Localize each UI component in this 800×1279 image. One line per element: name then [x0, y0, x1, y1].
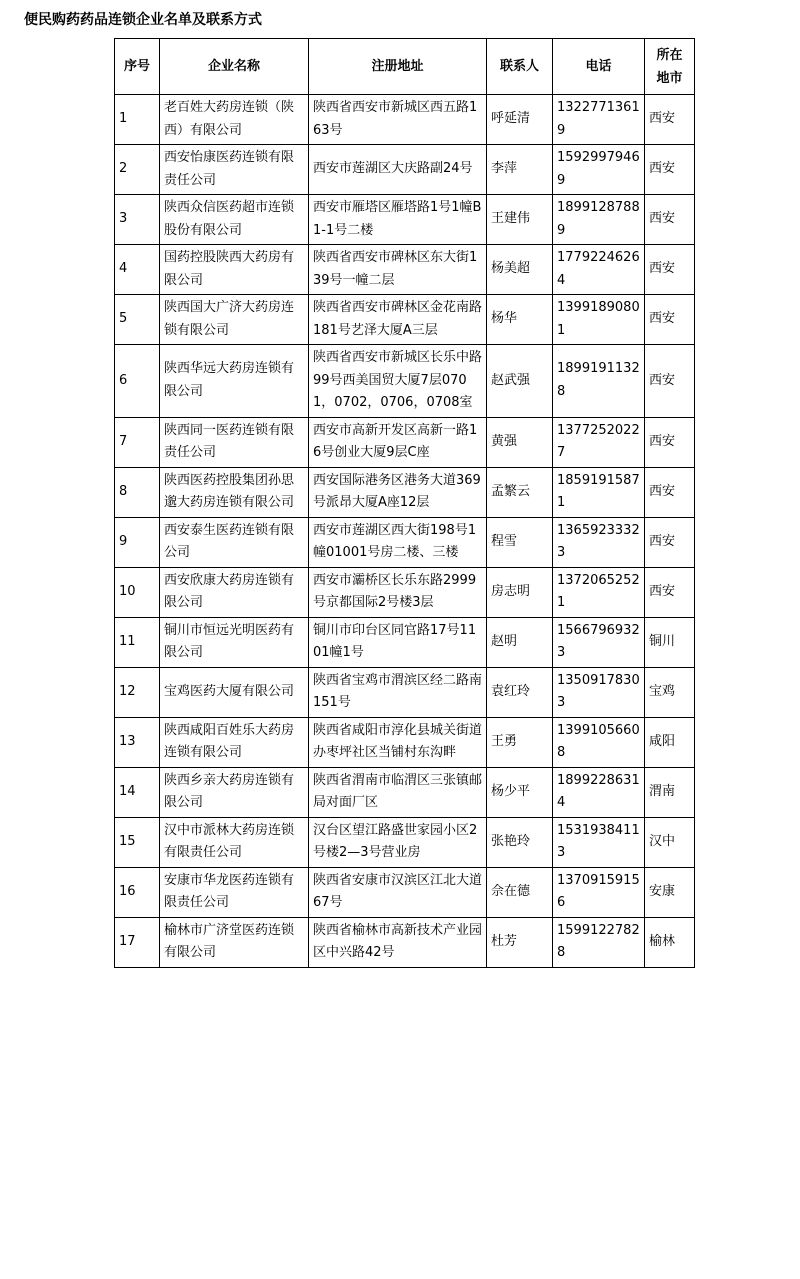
cell-phone: 13991056608 [553, 717, 645, 767]
table-row [115, 417, 695, 467]
cell-contact: 呼延清 [487, 95, 553, 145]
cell-city: 安康 [645, 867, 695, 917]
table-row [115, 667, 695, 717]
cell-seq: 1 [115, 95, 160, 145]
cell-address: 陕西省宝鸡市渭滨区经二路南151号 [309, 667, 487, 717]
cell-phone: 13509178303 [553, 667, 645, 717]
header-city-line2: 地市 [656, 70, 683, 86]
cell-name: 陕西华远大药房连锁有限公司 [160, 345, 309, 418]
cell-city: 榆林 [645, 917, 695, 967]
cell-name: 西安怡康医药连锁有限责任公司 [160, 145, 309, 195]
cell-city: 汉中 [645, 817, 695, 867]
header-city-line1: 所在 [656, 47, 683, 63]
cell-phone: 13772520227 [553, 417, 645, 467]
cell-address: 西安市莲湖区西大街198号1幢01001号房二楼、三楼 [309, 517, 487, 567]
cell-phone: 15319384113 [553, 817, 645, 867]
table-row [115, 517, 695, 567]
table-row [115, 817, 695, 867]
cell-city: 西安 [645, 467, 695, 517]
table-row [115, 95, 695, 145]
cell-seq: 12 [115, 667, 160, 717]
cell-seq: 15 [115, 817, 160, 867]
cell-city: 咸阳 [645, 717, 695, 767]
cell-address: 西安市莲湖区大庆路副24号 [309, 145, 487, 195]
table-row [115, 617, 695, 667]
cell-address: 陕西省咸阳市淳化县城关街道办枣坪社区当铺村东沟畔 [309, 717, 487, 767]
page-title: 便民购药药品连锁企业名单及联系方式 [24, 12, 262, 28]
cell-address: 陕西省西安市碑林区金花南路181号艺泽大厦A三层 [309, 295, 487, 345]
cell-phone: 17792246264 [553, 245, 645, 295]
cell-seq: 8 [115, 467, 160, 517]
cell-phone: 18591915871 [553, 467, 645, 517]
cell-name: 铜川市恒远光明医药有限公司 [160, 617, 309, 667]
cell-address: 铜川市印台区同官路17号1101幢1号 [309, 617, 487, 667]
cell-city: 西安 [645, 517, 695, 567]
cell-seq: 4 [115, 245, 160, 295]
cell-address: 西安市高新开发区高新一路16号创业大厦9层C座 [309, 417, 487, 467]
cell-contact: 黄强 [487, 417, 553, 467]
table-row [115, 295, 695, 345]
cell-address: 西安国际港务区港务大道369号派昂大厦A座12层 [309, 467, 487, 517]
cell-name: 陕西医药控股集团孙思邈大药房连锁有限公司 [160, 467, 309, 517]
header-name: 企业名称 [160, 39, 309, 95]
cell-seq: 16 [115, 867, 160, 917]
table-row [115, 567, 695, 617]
table-row [115, 195, 695, 245]
cell-name: 陕西国大广济大药房连锁有限公司 [160, 295, 309, 345]
cell-address: 陕西省西安市碑林区东大街139号一幢二层 [309, 245, 487, 295]
table-row [115, 767, 695, 817]
table-header-row [115, 39, 695, 95]
cell-name: 宝鸡医药大厦有限公司 [160, 667, 309, 717]
cell-contact: 赵明 [487, 617, 553, 667]
cell-city: 渭南 [645, 767, 695, 817]
cell-phone: 18991911328 [553, 345, 645, 418]
cell-city: 西安 [645, 145, 695, 195]
cell-phone: 13659233323 [553, 517, 645, 567]
cell-city: 宝鸡 [645, 667, 695, 717]
cell-city: 西安 [645, 95, 695, 145]
table-row [115, 717, 695, 767]
cell-seq: 10 [115, 567, 160, 617]
cell-contact: 王建伟 [487, 195, 553, 245]
cell-contact: 佘在德 [487, 867, 553, 917]
cell-seq: 2 [115, 145, 160, 195]
cell-contact: 杜芳 [487, 917, 553, 967]
cell-contact: 袁红玲 [487, 667, 553, 717]
enterprise-table [114, 38, 695, 968]
cell-seq: 7 [115, 417, 160, 467]
table-row [115, 345, 695, 418]
header-phone: 电话 [553, 39, 645, 95]
cell-name: 汉中市派林大药房连锁有限责任公司 [160, 817, 309, 867]
cell-city: 铜川 [645, 617, 695, 667]
cell-seq: 3 [115, 195, 160, 245]
cell-name: 西安欣康大药房连锁有限公司 [160, 567, 309, 617]
cell-address: 汉台区望江路盛世家园小区2号楼2—3号营业房 [309, 817, 487, 867]
cell-name: 陕西同一医药连锁有限责任公司 [160, 417, 309, 467]
cell-contact: 杨美超 [487, 245, 553, 295]
cell-address: 西安市灞桥区长乐东路2999号京都国际2号楼3层 [309, 567, 487, 617]
header-address: 注册地址 [309, 39, 487, 95]
cell-phone: 13720652521 [553, 567, 645, 617]
cell-contact: 孟繁云 [487, 467, 553, 517]
cell-contact: 李萍 [487, 145, 553, 195]
cell-contact: 张艳玲 [487, 817, 553, 867]
cell-name: 老百姓大药房连锁（陕西）有限公司 [160, 95, 309, 145]
cell-address: 陕西省榆林市高新技术产业园区中兴路42号 [309, 917, 487, 967]
cell-phone: 18991287889 [553, 195, 645, 245]
cell-seq: 6 [115, 345, 160, 418]
table-row [115, 917, 695, 967]
table-body [115, 95, 695, 968]
cell-seq: 11 [115, 617, 160, 667]
cell-name: 陕西众信医药超市连锁股份有限公司 [160, 195, 309, 245]
cell-name: 安康市华龙医药连锁有限责任公司 [160, 867, 309, 917]
cell-contact: 赵武强 [487, 345, 553, 418]
cell-address: 陕西省渭南市临渭区三张镇邮局对面厂区 [309, 767, 487, 817]
cell-address: 陕西省西安市新城区长乐中路99号西美国贸大厦7层0701，0702，0706，0708室 [309, 345, 487, 418]
cell-name: 国药控股陕西大药房有限公司 [160, 245, 309, 295]
table-row [115, 467, 695, 517]
cell-address: 陕西省西安市新城区西五路163号 [309, 95, 487, 145]
cell-city: 西安 [645, 195, 695, 245]
cell-address: 陕西省安康市汉滨区江北大道67号 [309, 867, 487, 917]
cell-phone: 13227713619 [553, 95, 645, 145]
cell-phone: 15991227828 [553, 917, 645, 967]
cell-name: 榆林市广济堂医药连锁有限公司 [160, 917, 309, 967]
cell-name: 陕西咸阳百姓乐大药房连锁有限公司 [160, 717, 309, 767]
cell-name: 西安泰生医药连锁有限公司 [160, 517, 309, 567]
cell-seq: 13 [115, 717, 160, 767]
cell-city: 西安 [645, 245, 695, 295]
cell-city: 西安 [645, 345, 695, 418]
header-contact: 联系人 [487, 39, 553, 95]
cell-city: 西安 [645, 417, 695, 467]
cell-contact: 王勇 [487, 717, 553, 767]
table-row [115, 245, 695, 295]
cell-name: 陕西乡亲大药房连锁有限公司 [160, 767, 309, 817]
cell-contact: 杨少平 [487, 767, 553, 817]
cell-contact: 杨华 [487, 295, 553, 345]
cell-city: 西安 [645, 567, 695, 617]
cell-contact: 房志明 [487, 567, 553, 617]
cell-phone: 18992286314 [553, 767, 645, 817]
header-city [645, 39, 695, 95]
cell-seq: 17 [115, 917, 160, 967]
cell-phone: 15667969323 [553, 617, 645, 667]
table-row [115, 867, 695, 917]
cell-seq: 5 [115, 295, 160, 345]
header-seq: 序号 [115, 39, 160, 95]
cell-address: 西安市雁塔区雁塔路1号1幢B1-1号二楼 [309, 195, 487, 245]
cell-city: 西安 [645, 295, 695, 345]
cell-phone: 13709159156 [553, 867, 645, 917]
cell-phone: 13991890801 [553, 295, 645, 345]
cell-contact: 程雪 [487, 517, 553, 567]
cell-seq: 9 [115, 517, 160, 567]
table-row [115, 145, 695, 195]
cell-seq: 14 [115, 767, 160, 817]
cell-phone: 15929979469 [553, 145, 645, 195]
